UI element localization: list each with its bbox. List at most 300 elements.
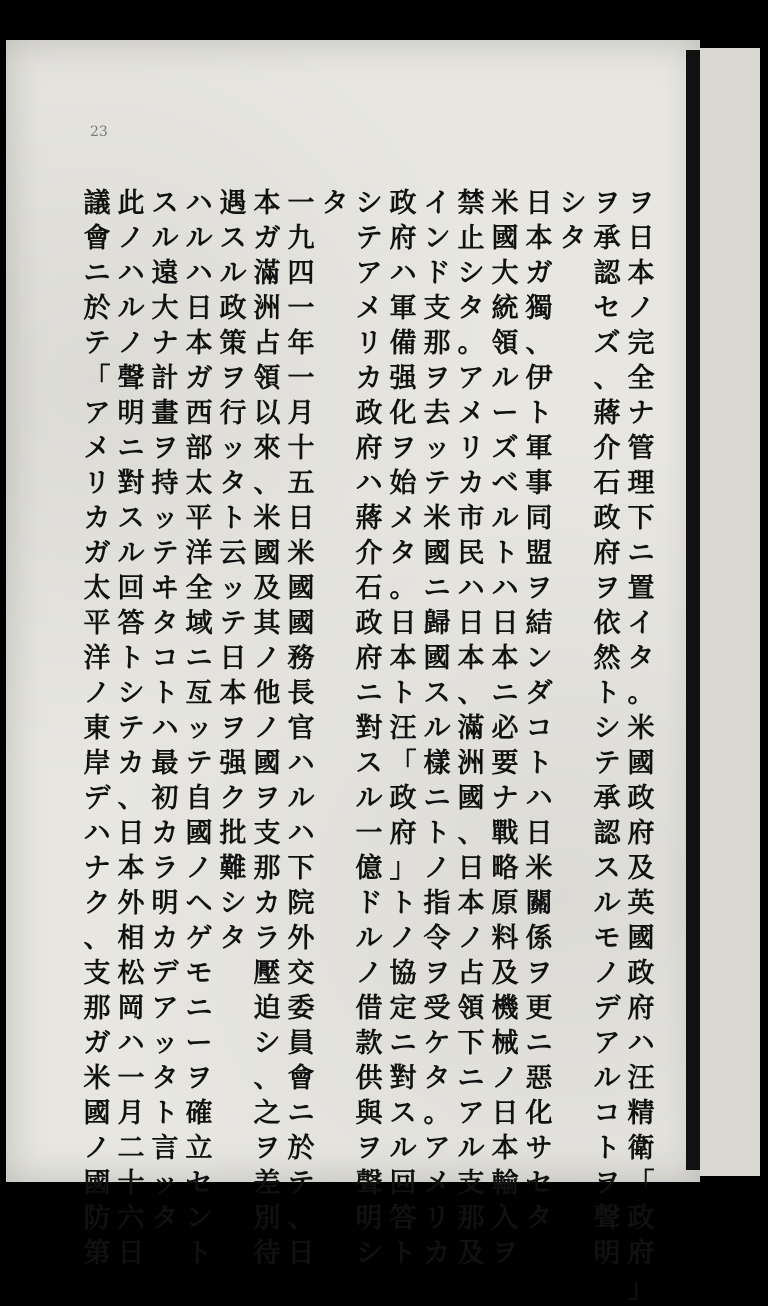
text-char: 略 — [491, 853, 519, 884]
text-char: 差 — [253, 1168, 281, 1199]
text-char: 明 — [355, 1203, 383, 1234]
text-char: 自 — [185, 783, 213, 814]
text-char: 認 — [593, 818, 621, 849]
text-char: 日 — [287, 1238, 315, 1269]
text-char: 伊 — [525, 363, 553, 394]
text-char: 年 — [287, 328, 315, 359]
text-char: ル — [423, 713, 451, 744]
text-char: 完 — [627, 328, 655, 359]
text-char: 洲 — [253, 293, 281, 324]
text-char: ハ — [287, 748, 315, 779]
text-char: ヲ — [627, 188, 655, 219]
text-char: 、 — [593, 363, 621, 394]
text-char: ド — [423, 258, 451, 289]
text-char: ノ — [389, 923, 417, 954]
text-char: 松 — [117, 958, 145, 989]
text-char: 指 — [423, 888, 451, 919]
text-char: ノ — [117, 223, 145, 254]
text-char: ス — [117, 503, 145, 534]
text-char: 西 — [185, 398, 213, 429]
text-char: 那 — [83, 993, 111, 1024]
text-char: イ — [627, 608, 655, 639]
text-char: 同 — [525, 503, 553, 534]
text-char: ア — [355, 258, 383, 289]
text-char: コ — [151, 643, 179, 674]
text-char: デ — [83, 783, 111, 814]
text-char: タ — [389, 538, 417, 569]
text-char: ト — [525, 748, 553, 779]
text-char: 本 — [627, 258, 655, 289]
text-char: 本 — [185, 328, 213, 359]
text-char: 策 — [219, 328, 247, 359]
text-char: 政 — [627, 783, 655, 814]
text-char: ア — [457, 1098, 485, 1129]
text-char: 蔣 — [593, 398, 621, 429]
text-char: ト — [219, 503, 247, 534]
text-char: 結 — [525, 608, 553, 639]
text-char: ガ — [525, 258, 553, 289]
text-char: 汪 — [627, 1063, 655, 1094]
text-char: 全 — [627, 363, 655, 394]
text-column — [76, 186, 118, 1271]
text-char: 六 — [117, 1203, 145, 1234]
text-char: ル — [117, 293, 145, 324]
text-char: 此 — [117, 188, 145, 219]
text-char: 最 — [151, 748, 179, 779]
text-char: 米 — [253, 503, 281, 534]
text-char: 入 — [491, 1203, 519, 1234]
text-char: カ — [423, 1238, 451, 1269]
text-char: 樣 — [423, 748, 451, 779]
text-char: ラ — [151, 853, 179, 884]
text-char: テ — [355, 223, 383, 254]
text-char: 國 — [253, 748, 281, 779]
text-char: カ — [151, 923, 179, 954]
text-char: イ — [423, 188, 451, 219]
text-char: 本 — [219, 678, 247, 709]
text-char: 府 — [627, 993, 655, 1024]
text-char: テ — [219, 608, 247, 639]
text-char: タ — [151, 1203, 179, 1234]
text-char: 持 — [151, 468, 179, 499]
text-char: ル — [593, 888, 621, 919]
text-char: 日 — [117, 818, 145, 849]
text-char: 獨 — [525, 293, 553, 324]
text-char: 受 — [423, 993, 451, 1024]
text-char: ハ — [287, 818, 315, 849]
text-char: テ — [423, 468, 451, 499]
text-char: 第 — [83, 1238, 111, 1269]
text-char: ト — [151, 1098, 179, 1129]
text-char: ガ — [83, 1028, 111, 1059]
text-char: ト — [117, 643, 145, 674]
text-char: 關 — [525, 888, 553, 919]
text-char: 要 — [491, 748, 519, 779]
text-char: ヲ — [491, 1238, 519, 1269]
text-char: シ — [219, 888, 247, 919]
text-char: 九 — [287, 223, 315, 254]
text-char: ト — [423, 818, 451, 849]
text-char: ト — [185, 1238, 213, 1269]
text-char: 交 — [287, 958, 315, 989]
text-char: シ — [117, 678, 145, 709]
text-char: タ — [219, 923, 247, 954]
text-char: メ — [83, 433, 111, 464]
text-char: 日 — [287, 503, 315, 534]
text-char: 國 — [185, 818, 213, 849]
text-char: 支 — [83, 958, 111, 989]
text-char: 下 — [627, 503, 655, 534]
text-char: 畫 — [151, 398, 179, 429]
text-char: メ — [355, 293, 383, 324]
text-char: 府 — [593, 538, 621, 569]
text-char: 本 — [457, 643, 485, 674]
text-char: カ — [253, 888, 281, 919]
text-char: 一 — [287, 188, 315, 219]
text-char: ノ — [117, 328, 145, 359]
text-char: 「 — [627, 1168, 655, 1199]
text-char: 府 — [389, 818, 417, 849]
text-char: ト — [593, 678, 621, 709]
text-char: モ — [593, 923, 621, 954]
text-char: 壓 — [253, 958, 281, 989]
text-char: ハ — [491, 573, 519, 604]
text-char: 那 — [253, 853, 281, 884]
text-char: 國 — [457, 783, 485, 814]
text-char: ッ — [219, 573, 247, 604]
text-char: ス — [219, 223, 247, 254]
text-char: ル — [287, 783, 315, 814]
text-char: 」 — [389, 853, 417, 884]
text-char: ニ — [457, 1063, 485, 1094]
text-char: 部 — [185, 433, 213, 464]
text-char: タ — [423, 1063, 451, 1094]
text-char: 府 — [355, 643, 383, 674]
text-char: リ — [83, 468, 111, 499]
text-char: セ — [525, 1168, 553, 1199]
text-char: ヲ — [525, 573, 553, 604]
text-char: カ — [83, 503, 111, 534]
text-char: 政 — [627, 1203, 655, 1234]
text-char: カ — [151, 818, 179, 849]
text-char: タ — [151, 1063, 179, 1094]
text-char: 政 — [355, 398, 383, 429]
text-char: ヲ — [253, 783, 281, 814]
text-char: 政 — [355, 608, 383, 639]
text-char: ナ — [151, 328, 179, 359]
text-char: 政 — [389, 188, 417, 219]
text-char: ヲ — [423, 958, 451, 989]
text-char: 支 — [457, 1168, 485, 1199]
text-char: ハ — [627, 1028, 655, 1059]
text-char: 大 — [151, 293, 179, 324]
text-char: 務 — [287, 643, 315, 674]
text-char: 石 — [355, 573, 383, 604]
text-char: ノ — [491, 1063, 519, 1094]
text-char: 月 — [287, 398, 315, 429]
text-char: ト — [389, 888, 417, 919]
text-char: 及 — [457, 1238, 485, 1269]
text-char: ヘ — [185, 888, 213, 919]
text-char: ノ — [83, 678, 111, 709]
text-char: ヲ — [219, 363, 247, 394]
text-char: 五 — [287, 468, 315, 499]
text-char: 委 — [287, 993, 315, 1024]
text-char: 洋 — [185, 538, 213, 569]
text-char: 石 — [593, 468, 621, 499]
text-char: 批 — [219, 818, 247, 849]
text-char: 日 — [457, 853, 485, 884]
text-char: ニ — [83, 258, 111, 289]
text-char: 備 — [389, 328, 417, 359]
text-char: ル — [355, 783, 383, 814]
text-char: ヲ — [253, 1133, 281, 1164]
text-char: 市 — [457, 503, 485, 534]
text-char: ニ — [117, 433, 145, 464]
text-char: 他 — [253, 678, 281, 709]
text-char: メ — [457, 398, 485, 429]
text-char: ニ — [423, 573, 451, 604]
text-char: 聲 — [593, 1203, 621, 1234]
text-char: 一 — [287, 363, 315, 394]
text-char: デ — [593, 993, 621, 1024]
text-char: ッ — [151, 1028, 179, 1059]
text-char: 迫 — [253, 993, 281, 1024]
text-char: デ — [151, 958, 179, 989]
text-char: 國 — [287, 573, 315, 604]
text-char: 外 — [117, 888, 145, 919]
text-char: ク — [83, 888, 111, 919]
text-char: ハ — [355, 468, 383, 499]
text-char: ハ — [83, 818, 111, 849]
text-char: 國 — [423, 643, 451, 674]
text-char: 府 — [627, 1238, 655, 1269]
text-char: 止 — [457, 223, 485, 254]
text-char: 太 — [83, 573, 111, 604]
text-char: 領 — [253, 363, 281, 394]
text-char: 汪 — [389, 713, 417, 744]
text-char: ノ — [355, 958, 383, 989]
text-char: 會 — [287, 1063, 315, 1094]
text-char: ハ — [151, 713, 179, 744]
text-char: 定 — [389, 993, 417, 1024]
text-char: 。 — [627, 678, 655, 709]
text-char: 域 — [185, 608, 213, 639]
text-char: カ — [355, 363, 383, 394]
text-char: 統 — [491, 293, 519, 324]
text-char: 介 — [593, 433, 621, 464]
text-char: 始 — [389, 468, 417, 499]
text-char: ー — [185, 1028, 213, 1059]
text-char: ル — [593, 1063, 621, 1094]
text-char: ニ — [627, 538, 655, 569]
text-char: ノ — [627, 293, 655, 324]
text-char: ケ — [423, 1028, 451, 1059]
text-char: 承 — [593, 223, 621, 254]
text-char: 平 — [83, 608, 111, 639]
text-char: ヲ — [423, 363, 451, 394]
text-char: ナ — [491, 783, 519, 814]
text-char: 化 — [525, 1098, 553, 1129]
text-char: 、 — [117, 783, 145, 814]
text-char: ハ — [117, 1028, 145, 1059]
text-char: 計 — [151, 363, 179, 394]
text-char: ル — [491, 363, 519, 394]
text-char: リ — [423, 1203, 451, 1234]
text-char: 領 — [491, 328, 519, 359]
text-char: ヰ — [151, 573, 179, 604]
text-char: 府 — [627, 818, 655, 849]
text-char: 國 — [423, 538, 451, 569]
text-char: 太 — [185, 468, 213, 499]
text-char: 來 — [253, 433, 281, 464]
text-char: 防 — [83, 1203, 111, 1234]
text-char: 去 — [423, 398, 451, 429]
text-char: 國 — [627, 748, 655, 779]
text-char: ア — [457, 363, 485, 394]
text-char: 令 — [423, 923, 451, 954]
text-char: 一 — [287, 293, 315, 324]
text-char: 英 — [627, 888, 655, 919]
facing-page-edge — [700, 48, 760, 1176]
text-char: 滿 — [253, 258, 281, 289]
text-char: 本 — [457, 888, 485, 919]
text-char: 理 — [627, 468, 655, 499]
text-char: 下 — [287, 853, 315, 884]
text-char: 外 — [287, 923, 315, 954]
text-char: ハ — [185, 258, 213, 289]
text-char: 械 — [491, 1028, 519, 1059]
text-char: 岸 — [83, 748, 111, 779]
text-char: ス — [151, 188, 179, 219]
text-column — [586, 186, 628, 1271]
text-char: 及 — [627, 853, 655, 884]
text-char: ノ — [253, 713, 281, 744]
text-char: 認 — [593, 258, 621, 289]
text-char: ニ — [525, 1028, 553, 1059]
text-char: ト — [525, 398, 553, 429]
text-char: リ — [355, 328, 383, 359]
text-char: 那 — [423, 328, 451, 359]
text-char: シ — [559, 188, 587, 219]
text-char: 確 — [185, 1098, 213, 1129]
text-char: リ — [457, 433, 485, 464]
text-char: 支 — [253, 818, 281, 849]
text-char: ト — [491, 538, 519, 569]
text-char: 本 — [253, 188, 281, 219]
text-char: ル — [185, 223, 213, 254]
text-char: 、 — [253, 468, 281, 499]
text-char: 對 — [355, 713, 383, 744]
text-char: ッ — [151, 503, 179, 534]
text-char: 領 — [457, 993, 485, 1024]
text-char: ヲ — [593, 573, 621, 604]
text-char: 日 — [491, 1098, 519, 1129]
text-char: 相 — [117, 923, 145, 954]
text-char: ン — [185, 1203, 213, 1234]
text-column — [348, 186, 390, 1271]
text-char: 本 — [389, 643, 417, 674]
text-char: 日 — [627, 223, 655, 254]
text-char: 日 — [457, 608, 485, 639]
text-char: 、 — [457, 818, 485, 849]
text-char: ラ — [253, 923, 281, 954]
text-char: 會 — [83, 223, 111, 254]
text-char: 國 — [287, 608, 315, 639]
text-char: ニ — [185, 993, 213, 1024]
text-char: コ — [593, 1098, 621, 1129]
text-char: 遇 — [219, 188, 247, 219]
text-char: 米 — [627, 713, 655, 744]
text-char: 院 — [287, 888, 315, 919]
text-char: 政 — [627, 958, 655, 989]
text-char: 國 — [83, 1168, 111, 1199]
text-char: ノ — [423, 853, 451, 884]
text-char: コ — [525, 713, 553, 744]
text-char: 「 — [389, 748, 417, 779]
text-char: ト — [151, 678, 179, 709]
text-char: カ — [117, 748, 145, 779]
text-char: ス — [389, 1098, 417, 1129]
text-char: 强 — [219, 748, 247, 779]
text-char: ア — [151, 993, 179, 1024]
text-char: ヲ — [185, 1063, 213, 1094]
text-char: 更 — [525, 993, 553, 1024]
text-char: 回 — [389, 1168, 417, 1199]
text-char: 之 — [253, 1098, 281, 1129]
text-char: 本 — [491, 643, 519, 674]
text-char: 、 — [457, 678, 485, 709]
text-char: 日 — [525, 188, 553, 219]
text-char: ン — [423, 223, 451, 254]
text-char: 。 — [457, 328, 485, 359]
text-char: ニ — [423, 783, 451, 814]
text-char: ッ — [151, 1168, 179, 1199]
text-char: 一 — [355, 818, 383, 849]
text-char: 米 — [491, 188, 519, 219]
text-char: 事 — [525, 468, 553, 499]
text-char: 云 — [219, 538, 247, 569]
text-char: ス — [355, 748, 383, 779]
text-char: 下 — [457, 1028, 485, 1059]
text-char: ル — [219, 258, 247, 289]
text-char: 。 — [423, 1098, 451, 1129]
text-char: 十 — [287, 433, 315, 464]
text-char: ニ — [287, 1098, 315, 1129]
text-char: ノ — [253, 643, 281, 674]
text-char: 府 — [355, 433, 383, 464]
text-char: 國 — [491, 223, 519, 254]
text-char: 原 — [491, 888, 519, 919]
text-char: 行 — [219, 398, 247, 429]
text-char: ニ — [355, 678, 383, 709]
text-char: 輸 — [491, 1168, 519, 1199]
text-char: セ — [185, 1168, 213, 1199]
text-char: ノ — [457, 923, 485, 954]
text-char: タ — [525, 1203, 553, 1234]
text-char: ヲ — [151, 433, 179, 464]
text-char: ル — [151, 223, 179, 254]
text-char: ズ — [593, 328, 621, 359]
text-char: テ — [117, 713, 145, 744]
text-char: 二 — [117, 1133, 145, 1164]
text-char: 立 — [185, 1133, 213, 1164]
text-char: 國 — [83, 1098, 111, 1129]
text-char: 協 — [389, 958, 417, 989]
text-char: ナ — [83, 853, 111, 884]
text-char: 四 — [287, 258, 315, 289]
text-char: 依 — [593, 608, 621, 639]
